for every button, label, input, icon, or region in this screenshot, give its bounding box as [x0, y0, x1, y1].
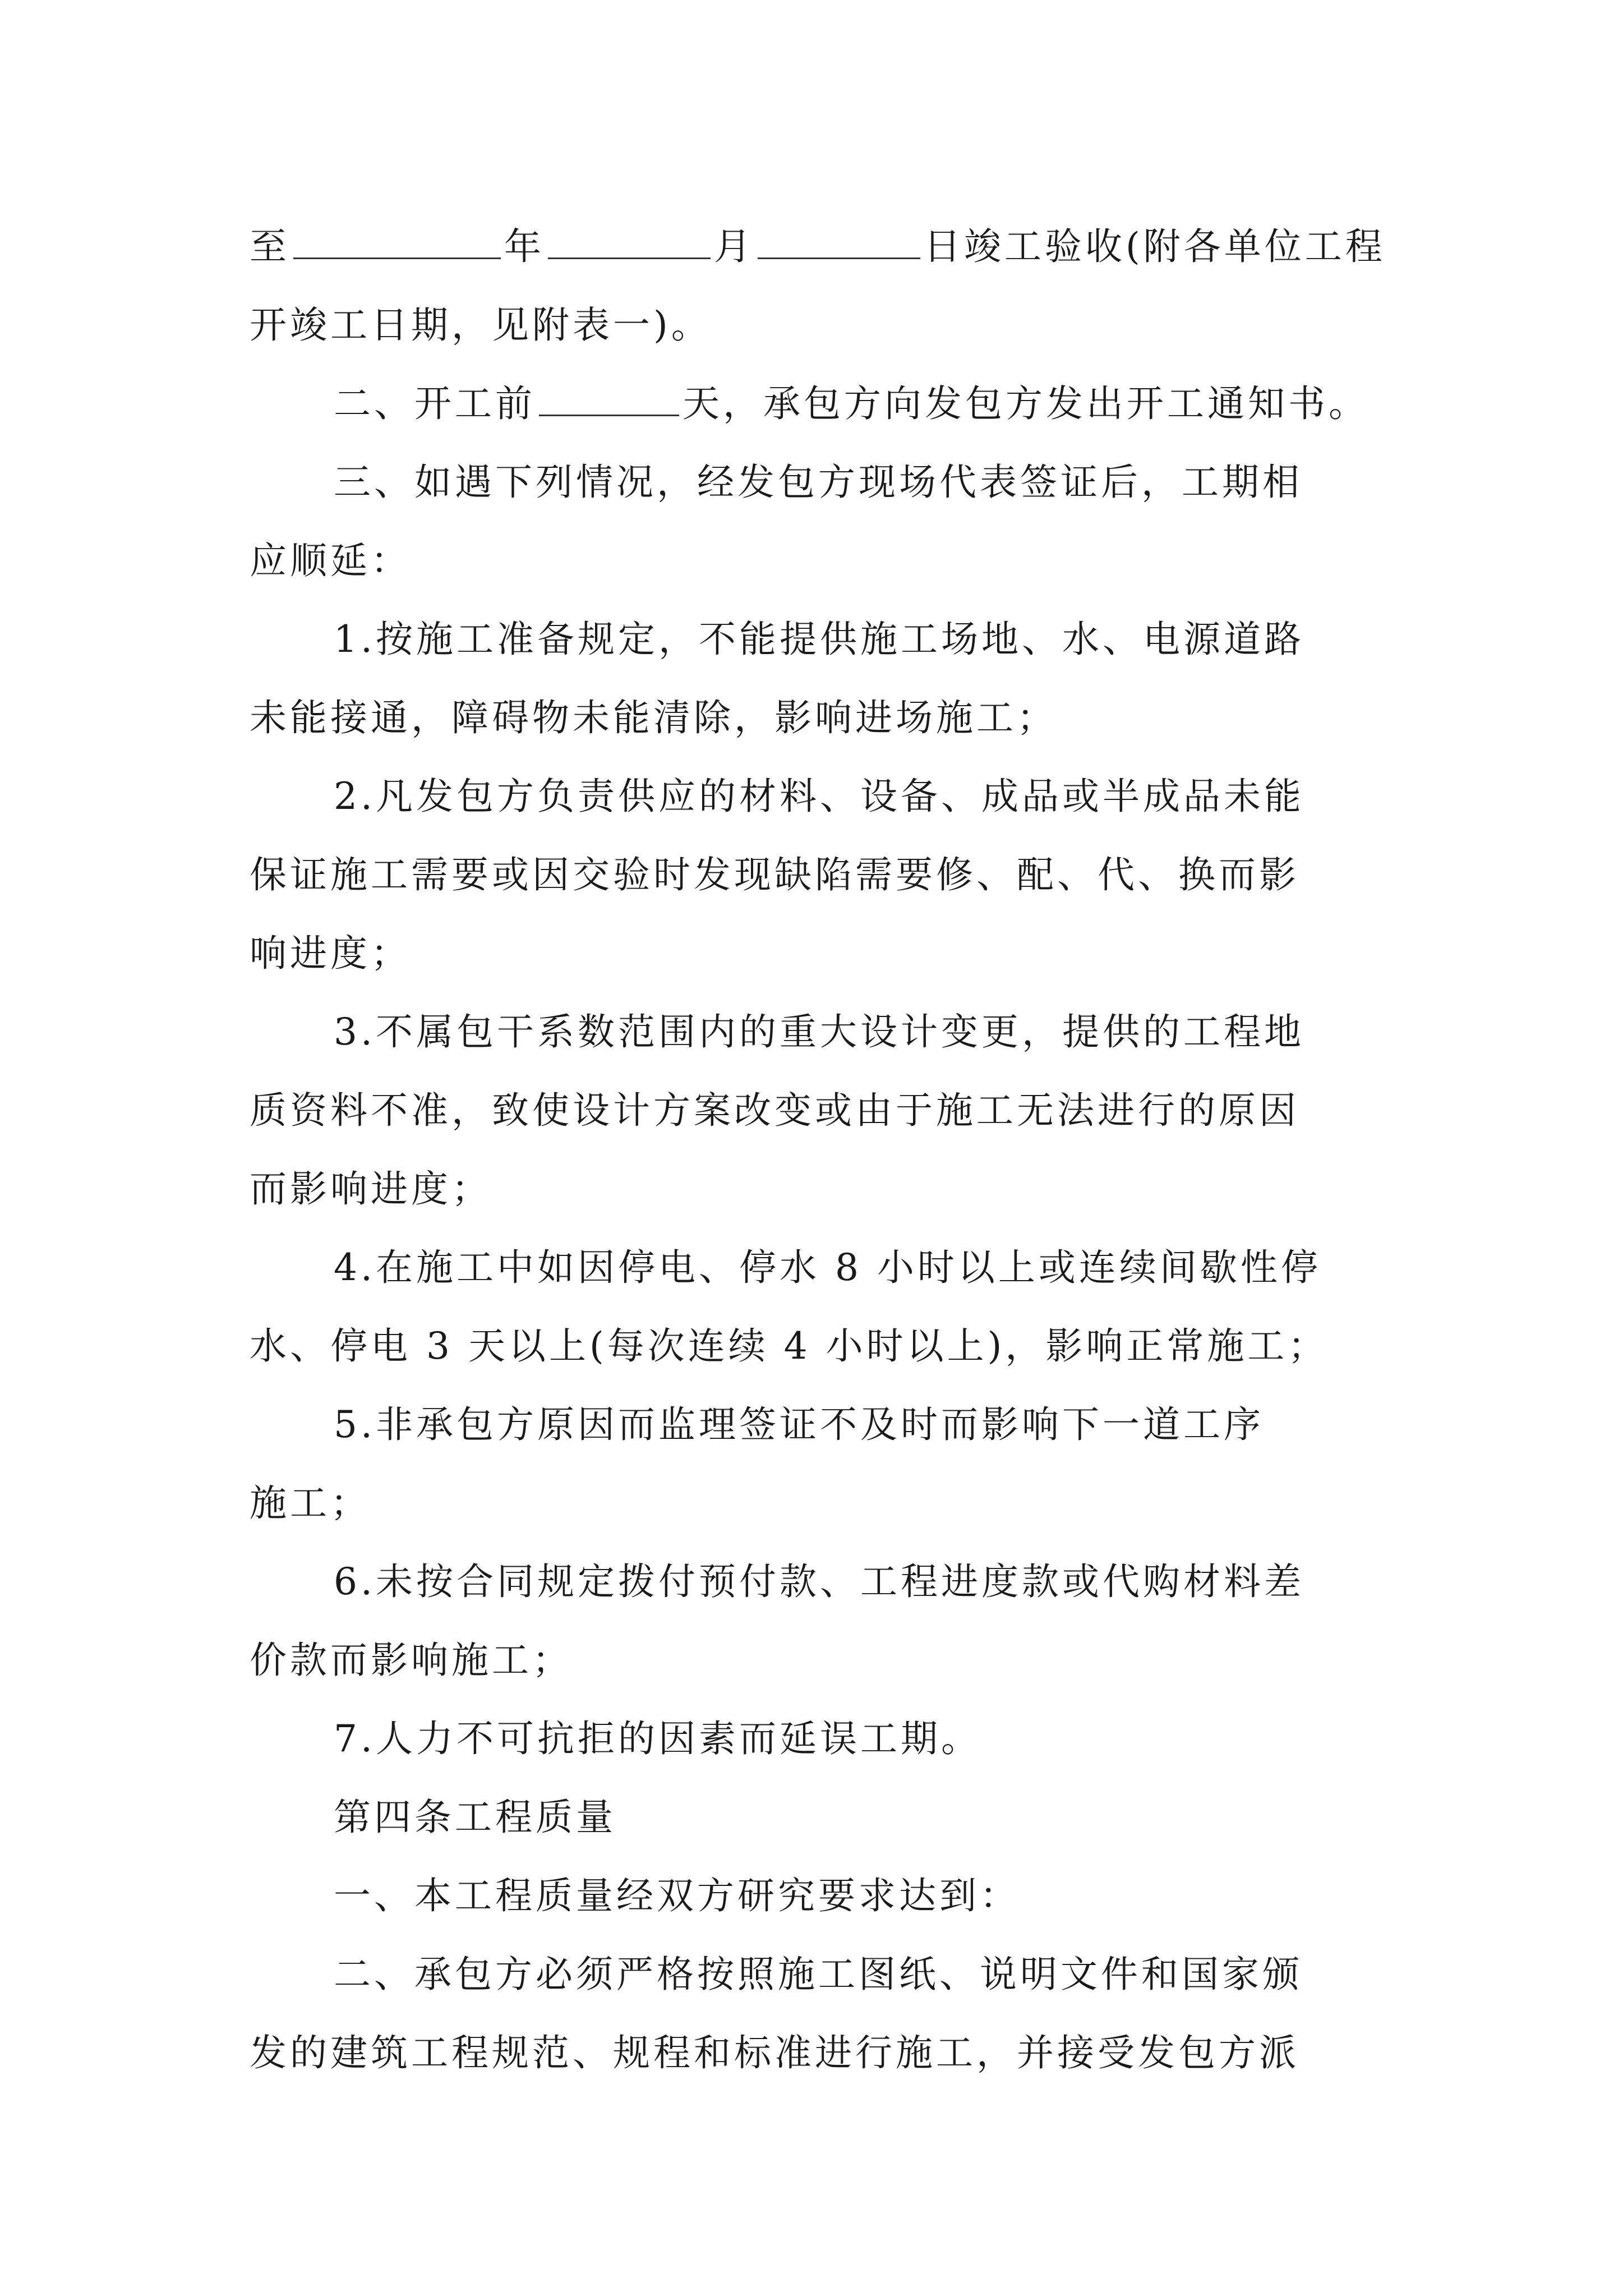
paragraph-line: 价款而影响施工；	[250, 1639, 573, 1682]
line-text: 日竣工验收(附各单位工程	[924, 225, 1386, 268]
paragraph-line: 应顺延：	[250, 539, 411, 582]
paragraph-line: 发的建筑工程规范、规程和标准进行施工，并接受发包方派	[250, 2031, 1299, 2074]
list-item-line: 3.不属包干系数范围内的重大设计变更，提供的工程地	[334, 1010, 1304, 1053]
blank-year	[293, 217, 501, 259]
paragraph-line: 响进度；	[250, 932, 411, 975]
line-text: 二、开工前	[334, 382, 536, 425]
section-heading: 第四条工程质量	[334, 1796, 616, 1839]
contract-text	[250, 208, 1394, 2092]
list-item-line: 7.人力不可抗拒的因素而延误工期。	[334, 1717, 981, 1760]
list-item-line: 1.按施工准备规定，不能提供施工场地、水、电源道路	[334, 618, 1304, 661]
list-item-line: 5.非承包方原因而监理签证不及时而影响下一道工序	[334, 1403, 1264, 1446]
paragraph-line: 质资料不准，致使设计方案改变或由于施工无法进行的原因	[250, 1089, 1299, 1132]
paragraph-line: 二、承包方必须严格按照施工图纸、说明文件和国家颁	[334, 1953, 1303, 1996]
paragraph-line: 水、停电 3 天以上(每次连续 4 小时以上)，影响正常施工；	[250, 1324, 1329, 1368]
blank-month	[548, 217, 711, 259]
blank-day	[758, 217, 920, 259]
blank-days	[539, 374, 679, 416]
paragraph-line: 保证施工需要或因交验时发现缺陷需要修、配、代、换而影	[250, 853, 1299, 896]
line-text: 至	[250, 225, 290, 268]
line-text: 年	[504, 225, 545, 268]
paragraph-line: 开竣工日期，见附表一)。	[250, 303, 712, 347]
paragraph-line: 而影响进度；	[250, 1167, 492, 1211]
paragraph-line: 一、本工程质量经双方研究要求达到：	[334, 1874, 1020, 1917]
line-text: 月	[714, 225, 754, 268]
clause-two-line	[250, 365, 1394, 443]
list-item-line: 2.凡发包方负责供应的材料、设备、成品或半成品未能	[334, 775, 1304, 818]
paragraph-line: 施工；	[250, 1481, 371, 1525]
list-item-line: 6.未按合同规定拨付预付款、工程进度款或代购材料差	[334, 1560, 1304, 1603]
list-item-line: 4.在施工中如因停电、停水 8 小时以上或连续间歇性停	[334, 1246, 1321, 1289]
paragraph-line: 未能接通，障碍物未能清除，影响进场施工；	[250, 696, 1057, 739]
completion-date-line	[250, 208, 1394, 286]
paragraph-line: 三、如遇下列情况，经发包方现场代表签证后，工期相	[334, 461, 1303, 504]
line-text: 天，承包方向发包方发出开工通知书。	[683, 382, 1369, 425]
